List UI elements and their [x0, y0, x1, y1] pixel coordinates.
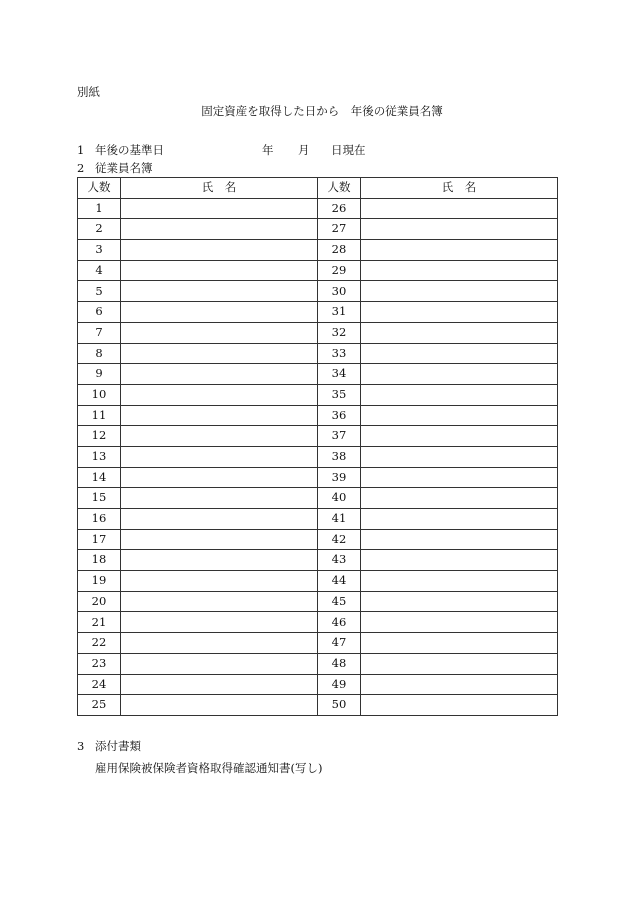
row-number-right: 28	[318, 240, 361, 261]
section1-suffix: 日現在	[331, 143, 366, 157]
row-number-right: 42	[318, 529, 361, 550]
row-number-left: 1	[78, 198, 121, 219]
name-cell-left[interactable]	[121, 219, 318, 240]
row-number-right: 45	[318, 591, 361, 612]
name-cell-left[interactable]	[121, 281, 318, 302]
name-cell-right[interactable]	[361, 322, 558, 343]
name-cell-left[interactable]	[121, 653, 318, 674]
name-cell-left[interactable]	[121, 343, 318, 364]
table-row	[78, 364, 558, 385]
name-cell-left[interactable]	[121, 467, 318, 488]
row-number-right: 37	[318, 426, 361, 447]
row-number-right: 32	[318, 322, 361, 343]
name-cell-left[interactable]	[121, 260, 318, 281]
table-row	[78, 426, 558, 447]
name-cell-right[interactable]	[361, 633, 558, 654]
row-number-left: 8	[78, 343, 121, 364]
name-cell-right[interactable]	[361, 198, 558, 219]
header-name-right: 氏 名	[361, 178, 558, 199]
name-cell-left[interactable]	[121, 322, 318, 343]
table-row	[78, 467, 558, 488]
name-cell-right[interactable]	[361, 653, 558, 674]
section2-label: 従業員名簿	[95, 161, 153, 175]
row-number-left: 19	[78, 571, 121, 592]
row-number-left: 16	[78, 509, 121, 530]
name-cell-right[interactable]	[361, 281, 558, 302]
row-number-right: 35	[318, 384, 361, 405]
row-number-right: 26	[318, 198, 361, 219]
row-number-left: 11	[78, 405, 121, 426]
header-count-left: 人数	[78, 178, 121, 199]
section1-label: 年後の基準日	[95, 143, 164, 157]
section1-year-label: 年	[262, 143, 274, 157]
roster-body	[78, 198, 558, 715]
section3-label: 添付書類	[95, 739, 141, 753]
row-number-right: 49	[318, 674, 361, 695]
table-row	[78, 591, 558, 612]
name-cell-left[interactable]	[121, 426, 318, 447]
row-number-left: 5	[78, 281, 121, 302]
name-cell-right[interactable]	[361, 674, 558, 695]
row-number-left: 4	[78, 260, 121, 281]
row-number-right: 38	[318, 446, 361, 467]
name-cell-left[interactable]	[121, 529, 318, 550]
table-row	[78, 550, 558, 571]
table-row	[78, 343, 558, 364]
name-cell-left[interactable]	[121, 488, 318, 509]
table-row	[78, 633, 558, 654]
row-number-right: 30	[318, 281, 361, 302]
name-cell-right[interactable]	[361, 529, 558, 550]
table-row	[78, 281, 558, 302]
row-number-right: 27	[318, 219, 361, 240]
table-row	[78, 384, 558, 405]
name-cell-left[interactable]	[121, 446, 318, 467]
table-header-row	[78, 178, 558, 199]
row-number-right: 29	[318, 260, 361, 281]
name-cell-right[interactable]	[361, 488, 558, 509]
row-number-left: 22	[78, 633, 121, 654]
row-number-right: 41	[318, 509, 361, 530]
row-number-left: 14	[78, 467, 121, 488]
section3-number: 3	[77, 739, 85, 753]
name-cell-left[interactable]	[121, 674, 318, 695]
name-cell-right[interactable]	[361, 612, 558, 633]
table-row	[78, 653, 558, 674]
row-number-right: 31	[318, 302, 361, 323]
table-row	[78, 529, 558, 550]
name-cell-left[interactable]	[121, 550, 318, 571]
row-number-right: 46	[318, 612, 361, 633]
name-cell-right[interactable]	[361, 591, 558, 612]
section1-month-label: 月	[298, 143, 310, 157]
table-row	[78, 198, 558, 219]
employee-roster-table	[77, 177, 558, 716]
name-cell-right[interactable]	[361, 446, 558, 467]
name-cell-right[interactable]	[361, 384, 558, 405]
name-cell-left[interactable]	[121, 509, 318, 530]
section2-number: 2	[77, 161, 85, 175]
name-cell-left[interactable]	[121, 405, 318, 426]
table-row	[78, 488, 558, 509]
name-cell-right[interactable]	[361, 302, 558, 323]
name-cell-right[interactable]	[361, 426, 558, 447]
table-row	[78, 612, 558, 633]
name-cell-left[interactable]	[121, 364, 318, 385]
name-cell-left[interactable]	[121, 591, 318, 612]
name-cell-right[interactable]	[361, 467, 558, 488]
name-cell-right[interactable]	[361, 219, 558, 240]
row-number-left: 24	[78, 674, 121, 695]
row-number-right: 50	[318, 695, 361, 716]
row-number-right: 44	[318, 571, 361, 592]
row-number-left: 21	[78, 612, 121, 633]
header-count-right: 人数	[318, 178, 361, 199]
name-cell-right[interactable]	[361, 260, 558, 281]
section1-number: 1	[77, 143, 85, 157]
row-number-left: 10	[78, 384, 121, 405]
row-number-left: 23	[78, 653, 121, 674]
name-cell-right[interactable]	[361, 571, 558, 592]
name-cell-right[interactable]	[361, 695, 558, 716]
row-number-right: 48	[318, 653, 361, 674]
name-cell-left[interactable]	[121, 240, 318, 261]
attachment-item: 雇用保険被保険者資格取得確認通知書(写し)	[95, 761, 323, 775]
row-number-right: 43	[318, 550, 361, 571]
table-row	[78, 260, 558, 281]
name-cell-left[interactable]	[121, 612, 318, 633]
row-number-left: 2	[78, 219, 121, 240]
row-number-left: 15	[78, 488, 121, 509]
name-cell-right[interactable]	[361, 240, 558, 261]
name-cell-left[interactable]	[121, 695, 318, 716]
row-number-left: 17	[78, 529, 121, 550]
table-row	[78, 695, 558, 716]
row-number-left: 25	[78, 695, 121, 716]
row-number-right: 33	[318, 343, 361, 364]
name-cell-left[interactable]	[121, 198, 318, 219]
name-cell-left[interactable]	[121, 633, 318, 654]
name-cell-right[interactable]	[361, 405, 558, 426]
table-row	[78, 240, 558, 261]
annex-label: 別紙	[77, 85, 100, 99]
row-number-left: 9	[78, 364, 121, 385]
name-cell-right[interactable]	[361, 550, 558, 571]
row-number-left: 13	[78, 446, 121, 467]
table-row	[78, 509, 558, 530]
row-number-left: 12	[78, 426, 121, 447]
table-row	[78, 322, 558, 343]
row-number-left: 7	[78, 322, 121, 343]
table-row	[78, 219, 558, 240]
table-row	[78, 571, 558, 592]
name-cell-left[interactable]	[121, 302, 318, 323]
row-number-left: 18	[78, 550, 121, 571]
document-title: 固定資産を取得した日から 年後の従業員名簿	[201, 104, 443, 118]
name-cell-right[interactable]	[361, 364, 558, 385]
table-row	[78, 674, 558, 695]
name-cell-right[interactable]	[361, 343, 558, 364]
table-row	[78, 302, 558, 323]
row-number-left: 3	[78, 240, 121, 261]
row-number-right: 36	[318, 405, 361, 426]
table-row	[78, 446, 558, 467]
row-number-right: 34	[318, 364, 361, 385]
name-cell-left[interactable]	[121, 571, 318, 592]
table-row	[78, 405, 558, 426]
row-number-left: 20	[78, 591, 121, 612]
header-name-left: 氏 名	[121, 178, 318, 199]
row-number-right: 39	[318, 467, 361, 488]
name-cell-right[interactable]	[361, 509, 558, 530]
row-number-right: 40	[318, 488, 361, 509]
name-cell-left[interactable]	[121, 384, 318, 405]
row-number-right: 47	[318, 633, 361, 654]
row-number-left: 6	[78, 302, 121, 323]
